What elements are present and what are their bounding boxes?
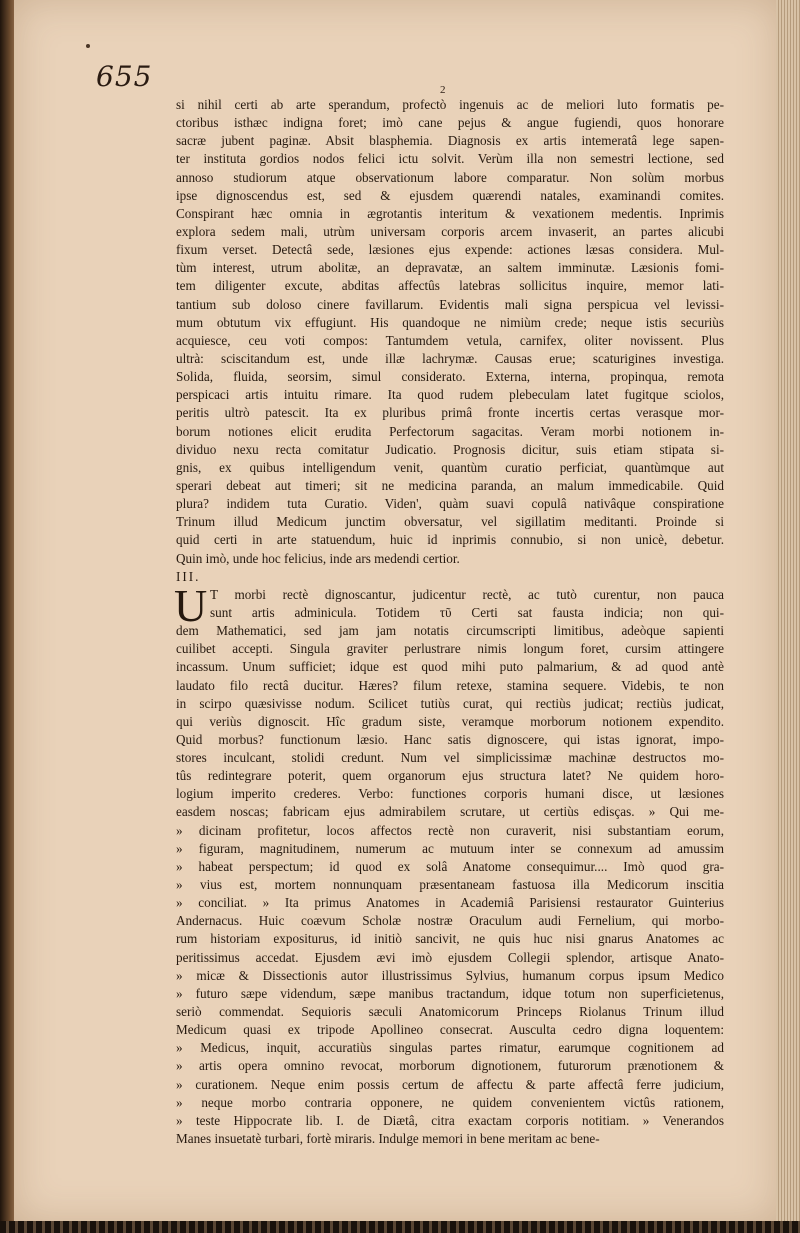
text-line: laudato filo rectâ ducitur. Hæres? filum retexe, stamina sequere. Videbis, te non [176, 677, 724, 693]
text-line: in scirpo quæsivisse nodum. Scilicet tutiùs curat, qui rectiùs judicat; rectiùs judicat, [176, 695, 724, 711]
text-line: rum historiam expositurus, id initiò sancivit, ne quis huc nisi gnarus Anatomes ac [176, 931, 724, 947]
text-line: ctoribus isthæc indigna foret; imò cane pejus & angue fugiendi, quos honorare [176, 115, 724, 131]
text-line: Quid morbus? functionum læsio. Hanc satis dignoscere, qui istas ignorat, impo- [176, 731, 724, 747]
page-number: 655 [96, 60, 153, 93]
text-line: » habeat perspectum; id quod ex solâ Anatome consequimur.... Imò quod gra- [176, 858, 724, 874]
text-line: Manes insuetatè turbari, fortè miraris. Indulge memori in bene meritam ac bene- [176, 1131, 600, 1147]
body-text [176, 96, 724, 1148]
text-line: sperari debeat aut timeri; sit ne medicina paranda, an malum immedicabile. Quid [176, 477, 724, 493]
drop-cap: U [174, 579, 208, 631]
paragraph-2 [174, 579, 724, 1148]
text-line: Quin imò, unde hoc felicius, inde ars medendi certior. [176, 550, 460, 566]
text-line: cuilibet accepti. Singula graviter perlustrare nimis longum foret, cursim attingere [176, 641, 724, 657]
text-line: annoso studiorum atque observationum labore comparatur. Non solùm morbus [176, 169, 724, 185]
text-line: logium imperito crederes. Verbo: functiones corporis humani disce, ut læsiones [176, 786, 724, 802]
text-line: dem Mathematici, sed jam jam notatis circumscripti limitibus, adeòque sapienti [176, 623, 724, 639]
section-numeral: III. [176, 568, 201, 584]
text-line: acquiesce, ceu voti compos: Tantumdem vetula, carnifex, oliter novissent. Plus [176, 332, 724, 348]
paragraph-1 [176, 96, 724, 568]
text-line: si nihil certi ab arte sperandum, profectò ingenuis ac de meliori luto formatis pe- [176, 97, 724, 112]
text-line: sacræ jubent paginæ. Absit blasphemia. Diagnosis ex artis intemeratâ lege sapen- [176, 133, 724, 149]
text-line: peritis ultrò patescit. Ita ex pluribus primâ fronte incertis certas verasque mor- [176, 405, 724, 421]
text-line: tùm interest, utrum abolitæ, an depravatæ, an saltem imminutæ. Læsionis fomi- [176, 260, 724, 276]
text-line: sunt artis adminicula. Totidem τῦ Certi sat fausta indicia; non qui- [210, 604, 724, 620]
text-line: quid certi in arte statuendum, huic id inprimis connubio, si non unicè, debetur. [176, 532, 724, 548]
text-line: mum obtutum vix effugiunt. His quandoque ne nimiùm crede; neque istis securiùs [176, 314, 724, 330]
text-line: » futuro sæpe videndum, sæpe manibus tractandum, idque totum non superficietenus, [176, 985, 724, 1001]
text-line: » curationem. Neque enim possis certum de affectu & parte affectâ ferre judicium, [176, 1076, 724, 1092]
text-line: Solida, fluida, seorsim, simul considerato. Externa, interna, propinqua, remota [176, 369, 724, 385]
text-line: T morbi rectè dignoscantur, judicentur rectè, ac tutò curentur, non pauca [210, 586, 724, 602]
text-line: » teste Hippocrate lib. I. de Diætâ, citra exactam corporis notitiam. » Venerandos [176, 1112, 724, 1128]
text-line: incassum. Unum sufficiet; idque est quod mihi puto palmarium, & ad quod antè [176, 659, 724, 675]
text-line: qui veriùs dignoscit. Hîc gradum siste, veramque morborum notionem expendito. [176, 713, 724, 729]
text-line: plura? indidem tuta Curatio. Viden', quàm suavi copulâ nativâque conspiratione [176, 496, 724, 512]
paragraph-2-wrap [174, 579, 724, 1148]
text-line: fixum verset. Detectâ sede, læsiones ejus expende: actiones læsas considera. Mul- [176, 242, 724, 258]
text-line: easdem noscas; fabricam ejus admirabilem scrutare, ut certiùs edisças. » Qui me- [176, 804, 724, 820]
text-line: Trinum illud Medicum junctim obversatur, vel sigillatim meditanti. Proinde si [176, 514, 724, 530]
ink-dot [86, 44, 90, 48]
text-line: » figuram, magnitudinem, numerum ac mutuum inter se connexum ad amussim [176, 840, 724, 856]
text-line: » dicinam profitetur, locos affectos rectè non curaverit, nisi substantiam eorum, [176, 822, 724, 838]
text-line: explora sedem mali, utrùm universam corporis arcem invaserit, an partes alicubi [176, 223, 724, 239]
text-line: gnis, ex quibus intelligendum venit, quantùm curatio perficiat, quantùmque aut [176, 459, 724, 475]
text-line: tantium sub doloso cinere favillarum. Evidentis mali signa perspicua vel levissi- [176, 296, 724, 312]
text-line: Medicum quasi ex tripode Apollineo consecrat. Ausculta cedro digna loquentem: [176, 1022, 724, 1038]
text-line: peritissimus accedat. Ejusdem ævi imò ejusdem Collegii splendor, artisque Anato- [176, 949, 724, 965]
text-line: ter instituta gordios nodos felici ictu solvit. Verùm illa non semestri lectione, sed [176, 151, 724, 167]
text-line: ultrà: sciscitandum est, unde illæ lachrymæ. Causas erue; scaturigines investiga. [176, 350, 724, 366]
text-line: » neque morbo contraria opponere, ne quidem convenientem victûs rationem, [176, 1094, 724, 1110]
text-line: stores inculcant, stolidi credunt. Num vel simplicissimæ machinæ destructos mo- [176, 750, 724, 766]
text-line: » conciliat. » Ita primus Anatomes in Academiâ Parisiensi restaurator Guinterius [176, 895, 724, 911]
text-line: » micæ & Dissectionis autor illustrissimus Sylvius, humanum corpus ipsum Medico [176, 967, 724, 983]
signature-mark: 2 [440, 84, 446, 96]
text-line: dividuo nexu recta comitatur Judicatio. Prognosis dicitur, suis etiam stipata si- [176, 441, 724, 457]
text-line: perspicaci artis intuitu rimare. Ita quod rudem plebeculam latet fugitque sciolos, [176, 387, 724, 403]
text-line: Andernacus. Huic coævum Scholæ nostræ Oraculum audi Fernelium, qui morbo- [176, 913, 724, 929]
text-line: tûs redintegrare poterit, quem organorum ejus structura latet? Ne quidem horo- [176, 768, 724, 784]
text-line: » artis opera omnino revocat, morborum dignotionem, futurorum prænotionem & [176, 1058, 724, 1074]
text-line: » vius est, mortem nonnunquam præsentaneam fastuosa illa Medicorum inscitia [176, 877, 724, 893]
text-line: ipse dignoscendus est, sed & ejusdem quærendi natales, examinandi comites. [176, 187, 724, 203]
page-edge [776, 0, 800, 1233]
bottom-edge [0, 1221, 800, 1233]
text-line: tem diligenter excute, abditas affectûs latebras sollicitus inquire, memor lati- [176, 278, 724, 294]
text-line: » Medicus, inquit, accuratiùs singulas partes rimatur, earumque cognitionem ad [176, 1040, 724, 1056]
text-line: seriò commendat. Sequioris sæculi Anatomicorum Princeps Riolanus Trinum illud [176, 1004, 724, 1020]
text-line: Conspirant hæc omnia in ægrotantis interitum & vexationem medentis. Inprimis [176, 205, 724, 221]
text-line: borum notiones elicit erudita Perfectorum sagacitas. Veram morbi notionem in- [176, 423, 724, 439]
